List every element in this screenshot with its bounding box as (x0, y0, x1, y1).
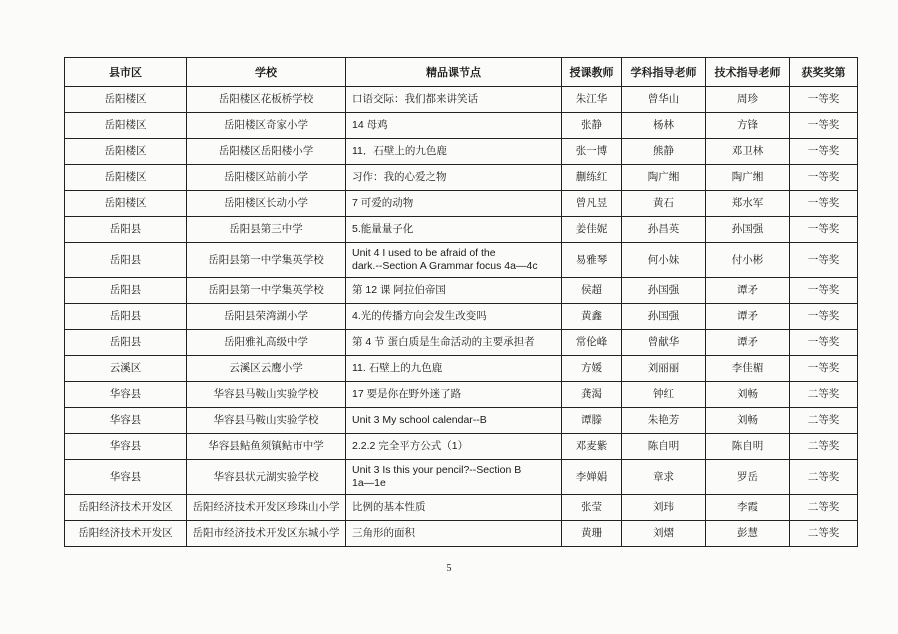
subject-mentor-cell: 陈自明 (622, 434, 706, 460)
school-cell: 华容县鲇鱼须镇鲇市中学 (187, 434, 346, 460)
table-row (65, 304, 858, 330)
lesson-line: 第 12 课 阿拉伯帝国 (352, 284, 446, 296)
county-cell: 华容县 (65, 460, 187, 495)
lesson-cell (346, 165, 562, 191)
subject-mentor-cell: 陶广缃 (622, 165, 706, 191)
school-cell: 岳阳经济技术开发区珍珠山小学 (187, 495, 346, 521)
teacher-cell: 黄珊 (562, 521, 622, 547)
lesson-cell (346, 217, 562, 243)
award-cell: 一等奖 (790, 139, 858, 165)
county-cell: 华容县 (65, 434, 187, 460)
lesson-line: 习作：我的心爱之物 (352, 171, 447, 183)
tech-mentor-cell: 陶广缃 (706, 165, 790, 191)
lesson-cell (346, 521, 562, 547)
county-cell: 岳阳楼区 (65, 87, 187, 113)
tech-mentor-cell: 付小彬 (706, 243, 790, 278)
school-cell: 华容县状元湖实验学校 (187, 460, 346, 495)
county-cell: 华容县 (65, 408, 187, 434)
lesson-line: 17 要是你在野外迷了路 (352, 388, 462, 400)
table-row (65, 87, 858, 113)
award-cell: 二等奖 (790, 521, 858, 547)
lesson-line: 4.光的传播方向会发生改变吗 (352, 310, 487, 322)
subject-mentor-cell: 曾献华 (622, 330, 706, 356)
page-number: 5 (446, 563, 452, 574)
teacher-cell: 蒯练红 (562, 165, 622, 191)
table-row (65, 382, 858, 408)
column-header-school: 学校 (187, 58, 346, 87)
county-cell: 岳阳楼区 (65, 113, 187, 139)
subject-mentor-cell: 刘丽丽 (622, 356, 706, 382)
award-cell: 一等奖 (790, 165, 858, 191)
lesson-cell (346, 434, 562, 460)
lesson-cell (346, 87, 562, 113)
award-cell: 一等奖 (790, 356, 858, 382)
lesson-cell (346, 278, 562, 304)
lesson-cell (346, 460, 562, 495)
lesson-cell (346, 191, 562, 217)
table-row (65, 113, 858, 139)
lesson-line: Unit 3 My school calendar--B (352, 414, 487, 426)
subject-mentor-cell: 曾华山 (622, 87, 706, 113)
lesson-line: 11．石壁上的九色鹿 (352, 145, 447, 157)
county-cell: 岳阳县 (65, 278, 187, 304)
school-cell: 云溪区云鹰小学 (187, 356, 346, 382)
teacher-cell: 侯超 (562, 278, 622, 304)
lesson-line: 第 4 节 蛋白质是生命活动的主要承担者 (352, 336, 535, 348)
award-cell: 一等奖 (790, 278, 858, 304)
tech-mentor-cell: 郑水军 (706, 191, 790, 217)
school-cell: 岳阳楼区岳阳楼小学 (187, 139, 346, 165)
school-cell: 岳阳楼区长动小学 (187, 191, 346, 217)
subject-mentor-cell: 黄石 (622, 191, 706, 217)
lesson-line: 比例的基本性质 (352, 501, 426, 513)
teacher-cell: 朱江华 (562, 87, 622, 113)
table-row (65, 434, 858, 460)
tech-mentor-cell: 邓卫林 (706, 139, 790, 165)
award-cell: 一等奖 (790, 191, 858, 217)
county-cell: 岳阳县 (65, 304, 187, 330)
school-cell: 岳阳县第一中学集英学校 (187, 243, 346, 278)
teacher-cell: 曾凡昱 (562, 191, 622, 217)
table-row (65, 217, 858, 243)
tech-mentor-cell: 谭矛 (706, 304, 790, 330)
teacher-cell: 张一博 (562, 139, 622, 165)
lesson-cell (346, 304, 562, 330)
award-cell: 二等奖 (790, 408, 858, 434)
school-cell: 岳阳县第一中学集英学校 (187, 278, 346, 304)
table-header-row (65, 58, 858, 87)
column-header-subject-mentor: 学科指导老师 (622, 58, 706, 87)
lesson-cell (346, 356, 562, 382)
subject-mentor-cell: 杨林 (622, 113, 706, 139)
county-cell: 云溪区 (65, 356, 187, 382)
county-cell: 岳阳县 (65, 330, 187, 356)
lesson-cell (346, 495, 562, 521)
county-cell: 岳阳楼区 (65, 165, 187, 191)
tech-mentor-cell: 彭慧 (706, 521, 790, 547)
award-cell: 一等奖 (790, 113, 858, 139)
teacher-cell: 黄鑫 (562, 304, 622, 330)
county-cell: 华容县 (65, 382, 187, 408)
school-cell: 岳阳县荣湾湖小学 (187, 304, 346, 330)
tech-mentor-cell: 刘畅 (706, 382, 790, 408)
table-body (65, 87, 858, 547)
subject-mentor-cell: 孙昌英 (622, 217, 706, 243)
column-header-award: 获奖奖第 (790, 58, 858, 87)
award-cell: 一等奖 (790, 243, 858, 278)
lesson-cell (346, 408, 562, 434)
lesson-line: Unit 4 I used to be afraid of the (352, 247, 496, 259)
subject-mentor-cell: 孙国强 (622, 304, 706, 330)
lesson-line: 三角形的面积 (352, 527, 415, 539)
tech-mentor-cell: 李佳楣 (706, 356, 790, 382)
award-cell: 一等奖 (790, 330, 858, 356)
school-cell: 华容县马鞍山实验学校 (187, 382, 346, 408)
awards-table (64, 57, 858, 547)
school-cell: 岳阳县第三中学 (187, 217, 346, 243)
county-cell: 岳阳县 (65, 243, 187, 278)
county-cell: 岳阳楼区 (65, 139, 187, 165)
lesson-line: 2.2.2 完全平方公式（1） (352, 440, 469, 452)
column-header-tech-mentor: 技术指导老师 (706, 58, 790, 87)
tech-mentor-cell: 罗岳 (706, 460, 790, 495)
lesson-line: dark.--Section A Grammar focus 4a—4c (352, 260, 538, 272)
award-cell: 一等奖 (790, 87, 858, 113)
tech-mentor-cell: 谭矛 (706, 330, 790, 356)
table-row (65, 356, 858, 382)
lesson-cell (346, 113, 562, 139)
table-row (65, 521, 858, 547)
column-header-county: 县市区 (65, 58, 187, 87)
subject-mentor-cell: 朱艳芳 (622, 408, 706, 434)
teacher-cell: 张静 (562, 113, 622, 139)
table-row (65, 278, 858, 304)
lesson-line: 5.能量量子化 (352, 223, 414, 235)
subject-mentor-cell: 刘熠 (622, 521, 706, 547)
teacher-cell: 姜佳妮 (562, 217, 622, 243)
lesson-cell (346, 382, 562, 408)
lesson-line: 14 母鸡 (352, 119, 388, 131)
county-cell: 岳阳经济技术开发区 (65, 495, 187, 521)
award-cell: 二等奖 (790, 495, 858, 521)
tech-mentor-cell: 陈自明 (706, 434, 790, 460)
tech-mentor-cell: 李霞 (706, 495, 790, 521)
lesson-cell (346, 139, 562, 165)
county-cell: 岳阳经济技术开发区 (65, 521, 187, 547)
award-cell: 二等奖 (790, 382, 858, 408)
lesson-cell (346, 243, 562, 278)
lesson-line: 1a—1e (352, 477, 386, 489)
table-row (65, 191, 858, 217)
teacher-cell: 龚渴 (562, 382, 622, 408)
teacher-cell: 易雅琴 (562, 243, 622, 278)
column-header-lesson: 精品课节点 (346, 58, 562, 87)
school-cell: 岳阳雅礼高级中学 (187, 330, 346, 356)
teacher-cell: 谭滕 (562, 408, 622, 434)
tech-mentor-cell: 谭矛 (706, 278, 790, 304)
school-cell: 岳阳楼区花板桥学校 (187, 87, 346, 113)
school-cell: 岳阳楼区奇家小学 (187, 113, 346, 139)
column-header-teacher: 授课教师 (562, 58, 622, 87)
school-cell: 岳阳市经济技术开发区东城小学 (187, 521, 346, 547)
table-row (65, 495, 858, 521)
subject-mentor-cell: 何小妹 (622, 243, 706, 278)
tech-mentor-cell: 孙国强 (706, 217, 790, 243)
award-cell: 一等奖 (790, 304, 858, 330)
teacher-cell: 常伦峰 (562, 330, 622, 356)
county-cell: 岳阳楼区 (65, 191, 187, 217)
lesson-line: Unit 3 Is this your pencil?--Section B (352, 464, 522, 476)
subject-mentor-cell: 钟红 (622, 382, 706, 408)
teacher-cell: 张莹 (562, 495, 622, 521)
lesson-line: 11. 石壁上的九色鹿 (352, 362, 443, 374)
table-row (65, 460, 858, 495)
lesson-cell (346, 330, 562, 356)
lesson-line: 口语交际：我们都来讲笑话 (352, 93, 478, 105)
subject-mentor-cell: 熊静 (622, 139, 706, 165)
tech-mentor-cell: 周珍 (706, 87, 790, 113)
school-cell: 岳阳楼区站前小学 (187, 165, 346, 191)
table-row (65, 165, 858, 191)
table-row (65, 330, 858, 356)
county-cell: 岳阳县 (65, 217, 187, 243)
tech-mentor-cell: 方锋 (706, 113, 790, 139)
teacher-cell: 李婵娟 (562, 460, 622, 495)
tech-mentor-cell: 刘畅 (706, 408, 790, 434)
lesson-line: 7 可爱的动物 (352, 197, 414, 209)
subject-mentor-cell: 刘玮 (622, 495, 706, 521)
teacher-cell: 邓麦紫 (562, 434, 622, 460)
award-cell: 一等奖 (790, 217, 858, 243)
teacher-cell: 方媛 (562, 356, 622, 382)
subject-mentor-cell: 孙国强 (622, 278, 706, 304)
subject-mentor-cell: 章求 (622, 460, 706, 495)
table-row (65, 408, 858, 434)
table-row (65, 139, 858, 165)
school-cell: 华容县马鞍山实验学校 (187, 408, 346, 434)
award-cell: 二等奖 (790, 460, 858, 495)
award-cell: 二等奖 (790, 434, 858, 460)
table-row (65, 243, 858, 278)
